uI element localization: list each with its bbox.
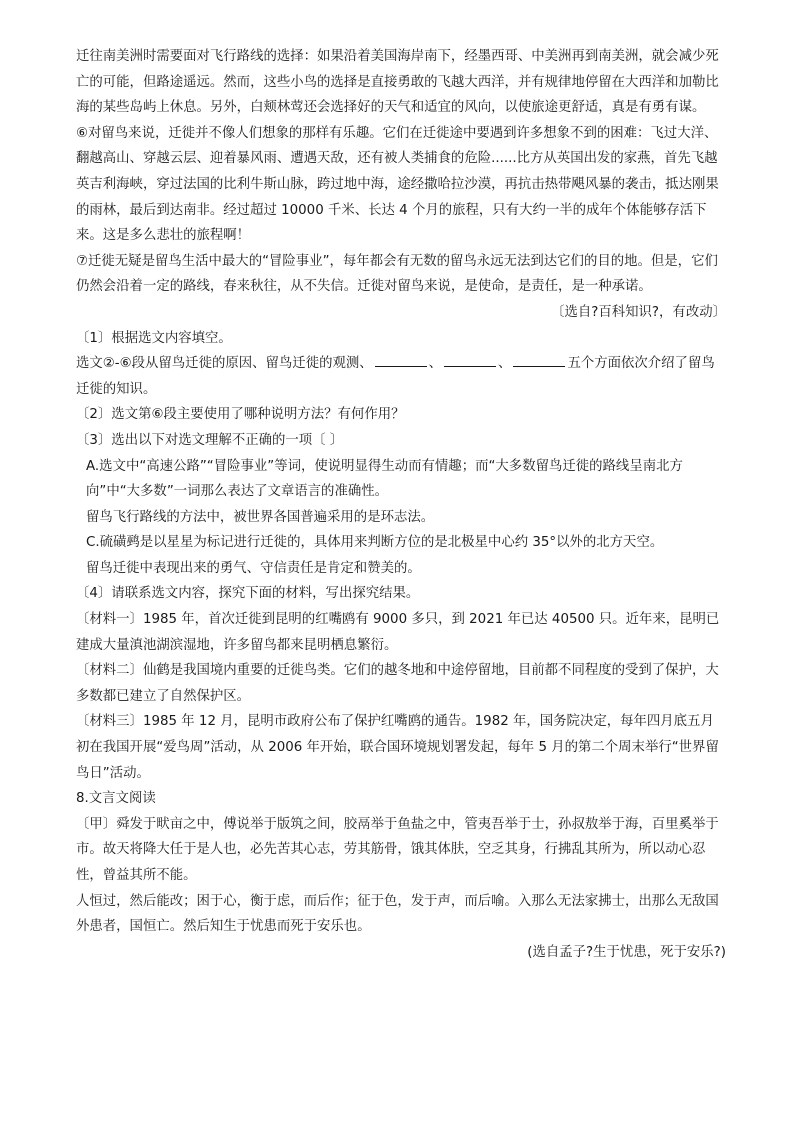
question-1-prefix: 选文②-⑥段从留鸟迁徙的原因、留鸟迁徙的观测、 [76, 356, 373, 372]
answer-blank-2[interactable] [444, 352, 496, 367]
question-1-separator-1: 、 [428, 356, 443, 372]
question-3-heading: 〔3〕选出以下对选文理解不正确的一项〔 〕 [76, 432, 344, 448]
question-1-heading: 〔1〕根据选文内容填空。 [76, 330, 232, 346]
classical-text-jia: 〔甲〕舜发于畎亩之中，傅说举于版筑之间，胶鬲举于鱼盐之中，管夷吾举于士，孙叔敖举于海，百里奚举于市。故天将降大任于是人也，必先苦其心志，劳其筋骨，饿其体肤，空乏其身，行拂乱其所为，所以动心忍性，曾益其所不能。 [76, 816, 719, 883]
answer-blank-3[interactable] [513, 352, 565, 367]
question-3-option-b: 留鸟飞行路线的方法中，被世界各国普遍采用的是环志法。 [86, 509, 435, 525]
question-1-fill-in [76, 351, 726, 402]
document-page [76, 44, 726, 965]
passage-paragraph-6: ⑥对留鸟来说，迁徙并不像人们想象的那样有乐趣。它们在迁徙途中要遇到许多想象不到的困难：飞过大洋、翻越高山、穿越云层、迎着暴风雨、遭遇天敌，还有被人类捕食的危险......比方从英国出发的家燕，首先飞越英吉利海峡，穿过法国的比利牛斯山脉，跨过地中海，途经撒哈拉沙漠，再抗击热带飓风暴的袭击，抵达刚果的雨林，最后到达南非。经过超过 10000 千米、长达 4 个月的旅程，只有大约一半的成年个体能够存活下来。这是多么悲壮的旅程啊！ [76, 125, 719, 244]
question-1-separator-2: 、 [498, 356, 512, 372]
answer-blank-1[interactable] [375, 352, 427, 367]
material-3: 〔材料三〕1985 年 12 月，昆明市政府公布了保护红嘴鸥的通告。1982 年，国务院决定，每年四月底五月初在我国开展“爱鸟周”活动，从 2006 年开始，联合国环境规划署发起，每年 5 月的第二个周末举行“世界留鸟日”活动。 [76, 714, 719, 781]
material-2: 〔材料二〕仙鹤是我国境内重要的迁徙鸟类。它们的越冬地和中途停留地，目前都不同程度的受到了保护，大多数都已建立了自然保护区。 [76, 663, 719, 704]
passage-paragraph-7: ⑦迁徙无疑是留鸟生活中最大的“冒险事业”，每年都会有无数的留鸟永远无法到达它们的目的地。但是，它们仍然会沿着一定的路线，春来秋往，从不失信。迁徙对留鸟来说，是使命，是责任，是一种承诺。 [76, 253, 718, 295]
question-3-option-d: 留鸟迁徙中表现出来的勇气、守信责任是肯定和赞美的。 [86, 560, 421, 576]
question-3-option-a: A.选文中“高速公路”“冒险事业”等词，使说明显得生动而有情趣；而“大多数留鸟迁徙的路线呈南北方向”中“大多数”一词那么表达了文章语言的准确性。 [86, 458, 683, 500]
classical-text-jia-continued: 人恒过，然后能改；困于心，衡于虑，而后作；征于色，发于声，而后喻。入那么无法家拂士，出那么无敌国外患者，国恒亡。然后知生于忧患而死于安乐也。 [76, 893, 719, 935]
passage-source: 〔选自?百科知识?，有改动〕 [551, 304, 726, 320]
passage-paragraph-continued: 迁往南美洲时需要面对飞行路线的选择：如果沿着美国海岸南下，经墨西哥、中美洲再到南美洲，就会减少死亡的可能，但路途遥远。然而，这些小鸟的选择是直接勇敢的飞越大西洋，并有规律地停留在大西洋和加勒比海的某些岛屿上休息。另外，白颊林莺还会选择好的天气和适宜的风向，以使旅途更舒适，真是有勇有谋。 [76, 49, 719, 116]
classical-text-source: (选自孟子?生于忧患，死于安乐?) [527, 944, 726, 960]
material-1: 〔材料一〕1985 年，首次迁徙到昆明的红嘴鸥有 9000 多只，到 2021 年已达 40500 只。近年来，昆明已建成大量滇池湖滨湿地，许多留鸟都来昆明栖息繁衍。 [76, 612, 720, 653]
question-3-option-c: C.硫磺鹀是以星星为标记进行迁徙的，具体用来判断方位的是北极星中心约 35°以外的北方天空。 [86, 535, 664, 551]
section-8-title: 8.文言文阅读 [76, 791, 156, 807]
question-1-suffix: 五个方面依次介绍了留鸟迁徙的知识。 [76, 356, 715, 397]
question-4-heading: 〔4〕请联系选文内容，探究下面的材料，写出探究结果。 [76, 586, 420, 602]
question-2: 〔2〕选文第⑥段主要使用了哪种说明方法？有何作用？ [76, 407, 405, 423]
